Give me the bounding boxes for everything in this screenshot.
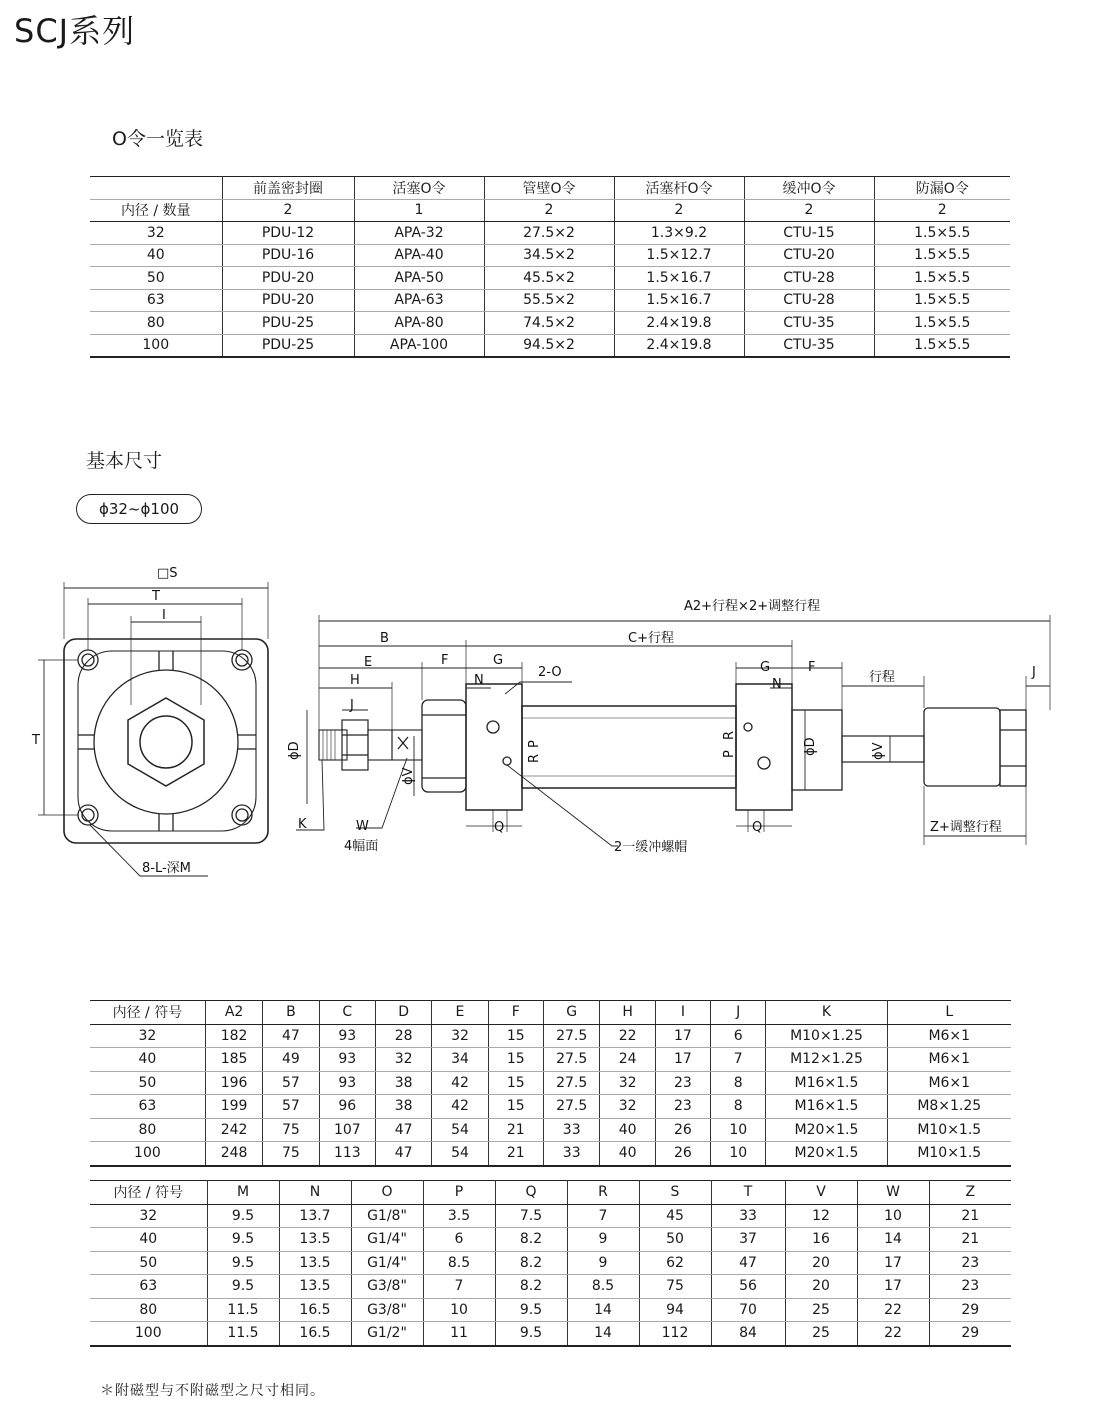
dims2-header-cell: R [567, 1181, 639, 1205]
dims1-cell: 42 [432, 1095, 488, 1119]
dims1-row [90, 1095, 1011, 1119]
oring-cell: 1.3×9.2 [614, 222, 744, 245]
oring-cell: CTU-15 [744, 222, 874, 245]
dims2-cell: 9.5 [207, 1228, 279, 1252]
dims2-cell: G1/2" [351, 1322, 423, 1346]
oring-cell: CTU-28 [744, 267, 874, 290]
oring-cell: CTU-28 [744, 289, 874, 312]
dims2-header-cell: V [785, 1181, 857, 1205]
dims1-cell: 8 [711, 1095, 766, 1119]
oring-cell: 1.5×5.5 [874, 312, 1010, 335]
dims1-cell: M20×1.5 [766, 1118, 887, 1142]
dims1-cell: 75 [263, 1142, 319, 1166]
dims1-cell: 57 [263, 1095, 319, 1119]
oring-cell: 1.5×16.7 [614, 289, 744, 312]
dims1-cell: 21 [488, 1142, 543, 1166]
dims2-row [90, 1204, 1011, 1228]
dims2-cell: 14 [567, 1322, 639, 1346]
dims1-cell: 15 [488, 1095, 543, 1119]
oring-cell: 55.5×2 [484, 289, 614, 312]
dims1-header-cell: D [376, 1001, 432, 1025]
dims2-cell: 50 [639, 1228, 711, 1252]
dims2-cell: 11.5 [207, 1322, 279, 1346]
dims2-cell: 20 [785, 1275, 857, 1299]
oring-cell: 1.5×5.5 [874, 267, 1010, 290]
dims1-cell: 10 [711, 1118, 766, 1142]
dims2-header-cell: M [207, 1181, 279, 1205]
dims1-cell: 8 [711, 1071, 766, 1095]
dims1-cell: 93 [319, 1048, 375, 1072]
dim-label-l: 8-L-深M [142, 861, 191, 876]
oring-cell: 2.4×19.8 [614, 312, 744, 335]
dims2-cell: G3/8" [351, 1275, 423, 1299]
dims1-cell: 40 [600, 1142, 655, 1166]
dim-label-r-front: R [527, 753, 542, 763]
dims1-cell: M16×1.5 [766, 1095, 887, 1119]
dims2-cell: 11 [423, 1322, 495, 1346]
dims2-cell: 63 [90, 1275, 207, 1299]
dims1-header-cell: 内径 / 符号 [90, 1001, 205, 1025]
dim-label-w: W [356, 819, 369, 834]
dims2-cell: 13.5 [279, 1251, 351, 1275]
dims2-cell: 50 [90, 1251, 207, 1275]
dim-label-t: T [152, 589, 160, 604]
dim-label-i: I [162, 608, 166, 623]
dims1-cell: 23 [655, 1071, 710, 1095]
dims2-cell: 8.2 [495, 1275, 567, 1299]
dims2-cell: 29 [929, 1298, 1011, 1322]
oring-cell: PDU-16 [222, 244, 354, 267]
oring-cell: 1.5×16.7 [614, 267, 744, 290]
dims2-header-cell: N [279, 1181, 351, 1205]
dims2-cell: 62 [639, 1251, 711, 1275]
dims2-cell: 13.5 [279, 1275, 351, 1299]
dims2-cell: 14 [857, 1228, 929, 1252]
dim-label-cushion-nut: 2一缓冲螺帽 [614, 840, 688, 855]
dims1-header-cell: F [488, 1001, 543, 1025]
oring-cell: PDU-12 [222, 222, 354, 245]
dim-label-z: Z+调整行程 [930, 820, 1002, 835]
oring-cell: PDU-20 [222, 289, 354, 312]
dims1-cell: 80 [90, 1118, 205, 1142]
dims1-cell: 50 [90, 1071, 205, 1095]
dims2-cell: 94 [639, 1298, 711, 1322]
dims1-cell: 15 [488, 1071, 543, 1095]
oring-cell: 45.5×2 [484, 267, 614, 290]
dims2-cell: G1/4" [351, 1251, 423, 1275]
oring-row [90, 312, 1010, 335]
dims1-cell: 32 [90, 1024, 205, 1048]
dims2-header-cell: P [423, 1181, 495, 1205]
dims2-cell: 112 [639, 1322, 711, 1346]
dims2-cell: 9 [567, 1228, 639, 1252]
dims1-cell: 93 [319, 1024, 375, 1048]
dims2-row [90, 1275, 1011, 1299]
front-view [38, 582, 268, 876]
dims1-cell: 33 [543, 1142, 600, 1166]
page-title: SCJ系列 [14, 12, 136, 50]
dims1-cell: 7 [711, 1048, 766, 1072]
dims2-cell: 56 [711, 1275, 785, 1299]
oring-table [90, 176, 1010, 358]
oring-cell: PDU-25 [222, 312, 354, 335]
dim-label-g-rear: G [760, 660, 771, 675]
oring-header-cell: 活塞O令 [354, 177, 484, 200]
dims1-cell: 93 [319, 1071, 375, 1095]
dims2-row [90, 1298, 1011, 1322]
dims2-cell: 80 [90, 1298, 207, 1322]
dims2-cell: 9.5 [207, 1275, 279, 1299]
dim-label-four-face: 4幅面 [344, 839, 379, 854]
dims1-cell: 26 [655, 1142, 710, 1166]
dims1-cell: 21 [488, 1118, 543, 1142]
dims2-header-cell: Q [495, 1181, 567, 1205]
dims1-cell: 33 [543, 1118, 600, 1142]
oring-cell: 74.5×2 [484, 312, 614, 335]
dims1-header-cell: B [263, 1001, 319, 1025]
dims1-cell: 49 [263, 1048, 319, 1072]
dims1-cell: M6×1 [887, 1071, 1011, 1095]
oring-qty-cell: 2 [744, 199, 874, 222]
dims2-cell: 22 [857, 1298, 929, 1322]
dims2-cell: 9 [567, 1251, 639, 1275]
dims2-header-cell: T [711, 1181, 785, 1205]
dims2-cell: 33 [711, 1204, 785, 1228]
oring-cell: 63 [90, 289, 222, 312]
dims2-cell: 3.5 [423, 1204, 495, 1228]
dim-label-j-front: J [350, 698, 354, 713]
dim-label-s: □S [157, 566, 178, 581]
dim-label-phiv-front: ϕV [401, 767, 416, 785]
dims1-cell: M6×1 [887, 1048, 1011, 1072]
dims1-cell: 32 [376, 1048, 432, 1072]
dims2-cell: 13.7 [279, 1204, 351, 1228]
oring-cell: 80 [90, 312, 222, 335]
dims2-row [90, 1228, 1011, 1252]
dims1-row [90, 1071, 1011, 1095]
dim-label-j-rear: J [1032, 665, 1036, 680]
oring-cell: 94.5×2 [484, 334, 614, 357]
dims1-cell: 100 [90, 1142, 205, 1166]
dims1-cell: 10 [711, 1142, 766, 1166]
dims1-cell: M10×1.25 [766, 1024, 887, 1048]
dim-label-p-rear: P [722, 750, 737, 758]
dims2-row [90, 1251, 1011, 1275]
dim-label-t-vertical: T [32, 733, 40, 748]
dim-label-f-front: F [441, 653, 449, 668]
dims2-cell: 84 [711, 1322, 785, 1346]
dims1-cell: 182 [205, 1024, 262, 1048]
oring-row [90, 334, 1010, 357]
dims2-cell: G1/8" [351, 1204, 423, 1228]
dims2-cell: 25 [785, 1322, 857, 1346]
oring-cell: 1.5×5.5 [874, 334, 1010, 357]
dims2-cell: 8.5 [567, 1275, 639, 1299]
oring-cell: 1.5×12.7 [614, 244, 744, 267]
dims2-cell: 8.2 [495, 1251, 567, 1275]
dim-label-q-front: Q [494, 820, 505, 835]
dims2-cell: 25 [785, 1298, 857, 1322]
dims1-row [90, 1118, 1011, 1142]
dims2-cell: 17 [857, 1275, 929, 1299]
dims1-cell: 196 [205, 1071, 262, 1095]
dims1-cell: 17 [655, 1048, 710, 1072]
dims2-header-cell: W [857, 1181, 929, 1205]
dims1-header-cell: A2 [205, 1001, 262, 1025]
dims1-cell: 32 [432, 1024, 488, 1048]
dims2-cell: 7 [567, 1204, 639, 1228]
dims2-cell: 9.5 [495, 1322, 567, 1346]
oring-qty-row [90, 199, 1010, 222]
dims1-row [90, 1142, 1011, 1166]
dims2-cell: 37 [711, 1228, 785, 1252]
dims2-cell: 7 [423, 1275, 495, 1299]
oring-header-cell: 前盖密封圈 [222, 177, 354, 200]
dims2-cell: G1/4" [351, 1228, 423, 1252]
dims1-cell: M16×1.5 [766, 1071, 887, 1095]
oring-cell: APA-80 [354, 312, 484, 335]
dims1-cell: 28 [376, 1024, 432, 1048]
cylinder-drawing [0, 560, 1099, 890]
dims2-cell: 16 [785, 1228, 857, 1252]
oring-cell: 2.4×19.8 [614, 334, 744, 357]
dims1-cell: 26 [655, 1118, 710, 1142]
dims1-cell: 32 [600, 1071, 655, 1095]
dims1-cell: 40 [600, 1118, 655, 1142]
dims2-cell: 40 [90, 1228, 207, 1252]
oring-qty-cell: 2 [222, 199, 354, 222]
dims1-cell: 22 [600, 1024, 655, 1048]
dims1-cell: 15 [488, 1024, 543, 1048]
dim-label-a2: A2+行程×2+调整行程 [684, 599, 821, 614]
dim-label-n-front: N [474, 673, 484, 688]
dims1-cell: 242 [205, 1118, 262, 1142]
oring-header-cell: 缓冲O令 [744, 177, 874, 200]
dims2-cell: 21 [929, 1204, 1011, 1228]
dims1-cell: 96 [319, 1095, 375, 1119]
dims1-cell: 27.5 [543, 1024, 600, 1048]
dims2-cell: 32 [90, 1204, 207, 1228]
oring-cell: APA-100 [354, 334, 484, 357]
oring-row [90, 267, 1010, 290]
dim-label-p-front: P [527, 740, 542, 748]
oring-cell: 1.5×5.5 [874, 289, 1010, 312]
dims2-cell: 9.5 [495, 1298, 567, 1322]
dims1-cell: 27.5 [543, 1071, 600, 1095]
dim-label-phid-rear: ϕD [803, 737, 818, 756]
dimensions-table-1 [90, 1000, 1011, 1167]
oring-row [90, 244, 1010, 267]
dims1-cell: 27.5 [543, 1095, 600, 1119]
dims2-cell: 16.5 [279, 1322, 351, 1346]
dims2-cell: 47 [711, 1251, 785, 1275]
dims1-cell: 27.5 [543, 1048, 600, 1072]
dims1-cell: 199 [205, 1095, 262, 1119]
oring-qty-cell: 1 [354, 199, 484, 222]
dims1-cell: 54 [432, 1142, 488, 1166]
basic-dimensions-title: 基本尺寸 [86, 450, 163, 472]
oring-cell: APA-32 [354, 222, 484, 245]
bore-range-badge: ϕ32~ϕ100 [76, 494, 202, 524]
oring-cell: 32 [90, 222, 222, 245]
oring-cell: 34.5×2 [484, 244, 614, 267]
dim-label-b: B [380, 631, 389, 646]
dims1-cell: 248 [205, 1142, 262, 1166]
oring-section-title: O令一览表 [112, 128, 203, 150]
oring-qty-cell: 2 [614, 199, 744, 222]
dim-label-q-rear: Q [752, 820, 763, 835]
dims1-cell: 75 [263, 1118, 319, 1142]
oring-qty-cell: 内径 / 数量 [90, 199, 222, 222]
oring-qty-cell: 2 [874, 199, 1010, 222]
oring-header-cell [90, 177, 222, 200]
oring-header-cell: 管壁O令 [484, 177, 614, 200]
oring-header-cell: 活塞杆O令 [614, 177, 744, 200]
dim-label-g-front: G [493, 653, 504, 668]
dim-label-stroke: 行程 [869, 670, 896, 685]
dims1-header-cell: E [432, 1001, 488, 1025]
dims1-header-cell: G [543, 1001, 600, 1025]
dimensions-table-2 [90, 1180, 1011, 1347]
dim-label-n-rear: N [772, 677, 782, 692]
dims1-cell: 47 [376, 1142, 432, 1166]
oring-cell: PDU-25 [222, 334, 354, 357]
dims2-cell: 9.5 [207, 1251, 279, 1275]
dims1-header-cell: J [711, 1001, 766, 1025]
dim-label-2o: 2-O [538, 665, 562, 680]
dims2-cell: 14 [567, 1298, 639, 1322]
dims2-header-cell: 内径 / 符号 [90, 1181, 207, 1205]
dims1-cell: M6×1 [887, 1024, 1011, 1048]
dims1-cell: 47 [263, 1024, 319, 1048]
dims2-cell: 23 [929, 1251, 1011, 1275]
dims1-row [90, 1048, 1011, 1072]
dims2-cell: 11.5 [207, 1298, 279, 1322]
oring-cell: 1.5×5.5 [874, 222, 1010, 245]
dims1-header-cell: H [600, 1001, 655, 1025]
dim-label-k: K [298, 817, 307, 832]
dims1-header-cell: C [319, 1001, 375, 1025]
oring-cell: 1.5×5.5 [874, 244, 1010, 267]
dims2-header-cell: O [351, 1181, 423, 1205]
dim-label-e: E [364, 655, 373, 670]
dims2-cell: 21 [929, 1228, 1011, 1252]
oring-cell: CTU-35 [744, 334, 874, 357]
dims1-cell: M8×1.25 [887, 1095, 1011, 1119]
dims1-cell: 23 [655, 1095, 710, 1119]
dims2-cell: 29 [929, 1322, 1011, 1346]
dim-label-r-rear: R [722, 730, 737, 740]
dims2-cell: 17 [857, 1251, 929, 1275]
oring-cell: 27.5×2 [484, 222, 614, 245]
dims2-cell: 20 [785, 1251, 857, 1275]
dims1-cell: 15 [488, 1048, 543, 1072]
dims2-header-cell: S [639, 1181, 711, 1205]
dims2-cell: 6 [423, 1228, 495, 1252]
dims2-cell: 8.5 [423, 1251, 495, 1275]
dims2-header-cell: Z [929, 1181, 1011, 1205]
dims2-cell: 100 [90, 1322, 207, 1346]
dims2-cell: 8.2 [495, 1228, 567, 1252]
dims1-header-cell: I [655, 1001, 710, 1025]
oring-cell: 50 [90, 267, 222, 290]
dims1-cell: 24 [600, 1048, 655, 1072]
dims1-cell: 40 [90, 1048, 205, 1072]
oring-cell: APA-50 [354, 267, 484, 290]
dims2-cell: 70 [711, 1298, 785, 1322]
side-view [296, 615, 1050, 846]
dims1-cell: M12×1.25 [766, 1048, 887, 1072]
dims1-cell: 38 [376, 1071, 432, 1095]
oring-cell: PDU-20 [222, 267, 354, 290]
dims1-cell: 34 [432, 1048, 488, 1072]
oring-cell: APA-40 [354, 244, 484, 267]
oring-header-cell: 防漏O令 [874, 177, 1010, 200]
oring-cell: CTU-35 [744, 312, 874, 335]
dims1-cell: 63 [90, 1095, 205, 1119]
dims1-cell: 38 [376, 1095, 432, 1119]
dims2-row [90, 1322, 1011, 1346]
dims2-cell: G3/8" [351, 1298, 423, 1322]
dims1-cell: 107 [319, 1118, 375, 1142]
dims2-cell: 75 [639, 1275, 711, 1299]
dims1-cell: M10×1.5 [887, 1118, 1011, 1142]
dims1-cell: 32 [600, 1095, 655, 1119]
dims2-cell: 45 [639, 1204, 711, 1228]
dims2-cell: 10 [857, 1204, 929, 1228]
dims2-cell: 7.5 [495, 1204, 567, 1228]
oring-cell: APA-63 [354, 289, 484, 312]
dims1-header-cell: K [766, 1001, 887, 1025]
dims1-cell: 54 [432, 1118, 488, 1142]
dims2-cell: 23 [929, 1275, 1011, 1299]
dims1-cell: M10×1.5 [887, 1142, 1011, 1166]
oring-row [90, 222, 1010, 245]
dim-label-h: H [350, 673, 360, 688]
dims1-cell: M20×1.5 [766, 1142, 887, 1166]
dims2-cell: 10 [423, 1298, 495, 1322]
dims1-cell: 17 [655, 1024, 710, 1048]
dims1-header-cell: L [887, 1001, 1011, 1025]
dims1-cell: 185 [205, 1048, 262, 1072]
dims2-cell: 22 [857, 1322, 929, 1346]
footnote: ＊附磁型与不附磁型之尺寸相同。 [100, 1383, 325, 1399]
dims1-cell: 42 [432, 1071, 488, 1095]
dims1-cell: 113 [319, 1142, 375, 1166]
oring-row [90, 289, 1010, 312]
dims1-cell: 6 [711, 1024, 766, 1048]
dims2-cell: 16.5 [279, 1298, 351, 1322]
dim-label-f-rear: F [808, 660, 816, 675]
oring-qty-cell: 2 [484, 199, 614, 222]
dims2-cell: 9.5 [207, 1204, 279, 1228]
dims2-cell: 12 [785, 1204, 857, 1228]
oring-cell: CTU-20 [744, 244, 874, 267]
dims1-cell: 47 [376, 1118, 432, 1142]
dims1-row [90, 1024, 1011, 1048]
oring-cell: 100 [90, 334, 222, 357]
dim-label-c: C+行程 [628, 631, 674, 646]
oring-cell: 40 [90, 244, 222, 267]
dims2-cell: 13.5 [279, 1228, 351, 1252]
dim-label-phid-front: ϕD [287, 741, 302, 760]
dims1-cell: 57 [263, 1071, 319, 1095]
dim-label-phiv-rear: ϕV [871, 742, 886, 760]
